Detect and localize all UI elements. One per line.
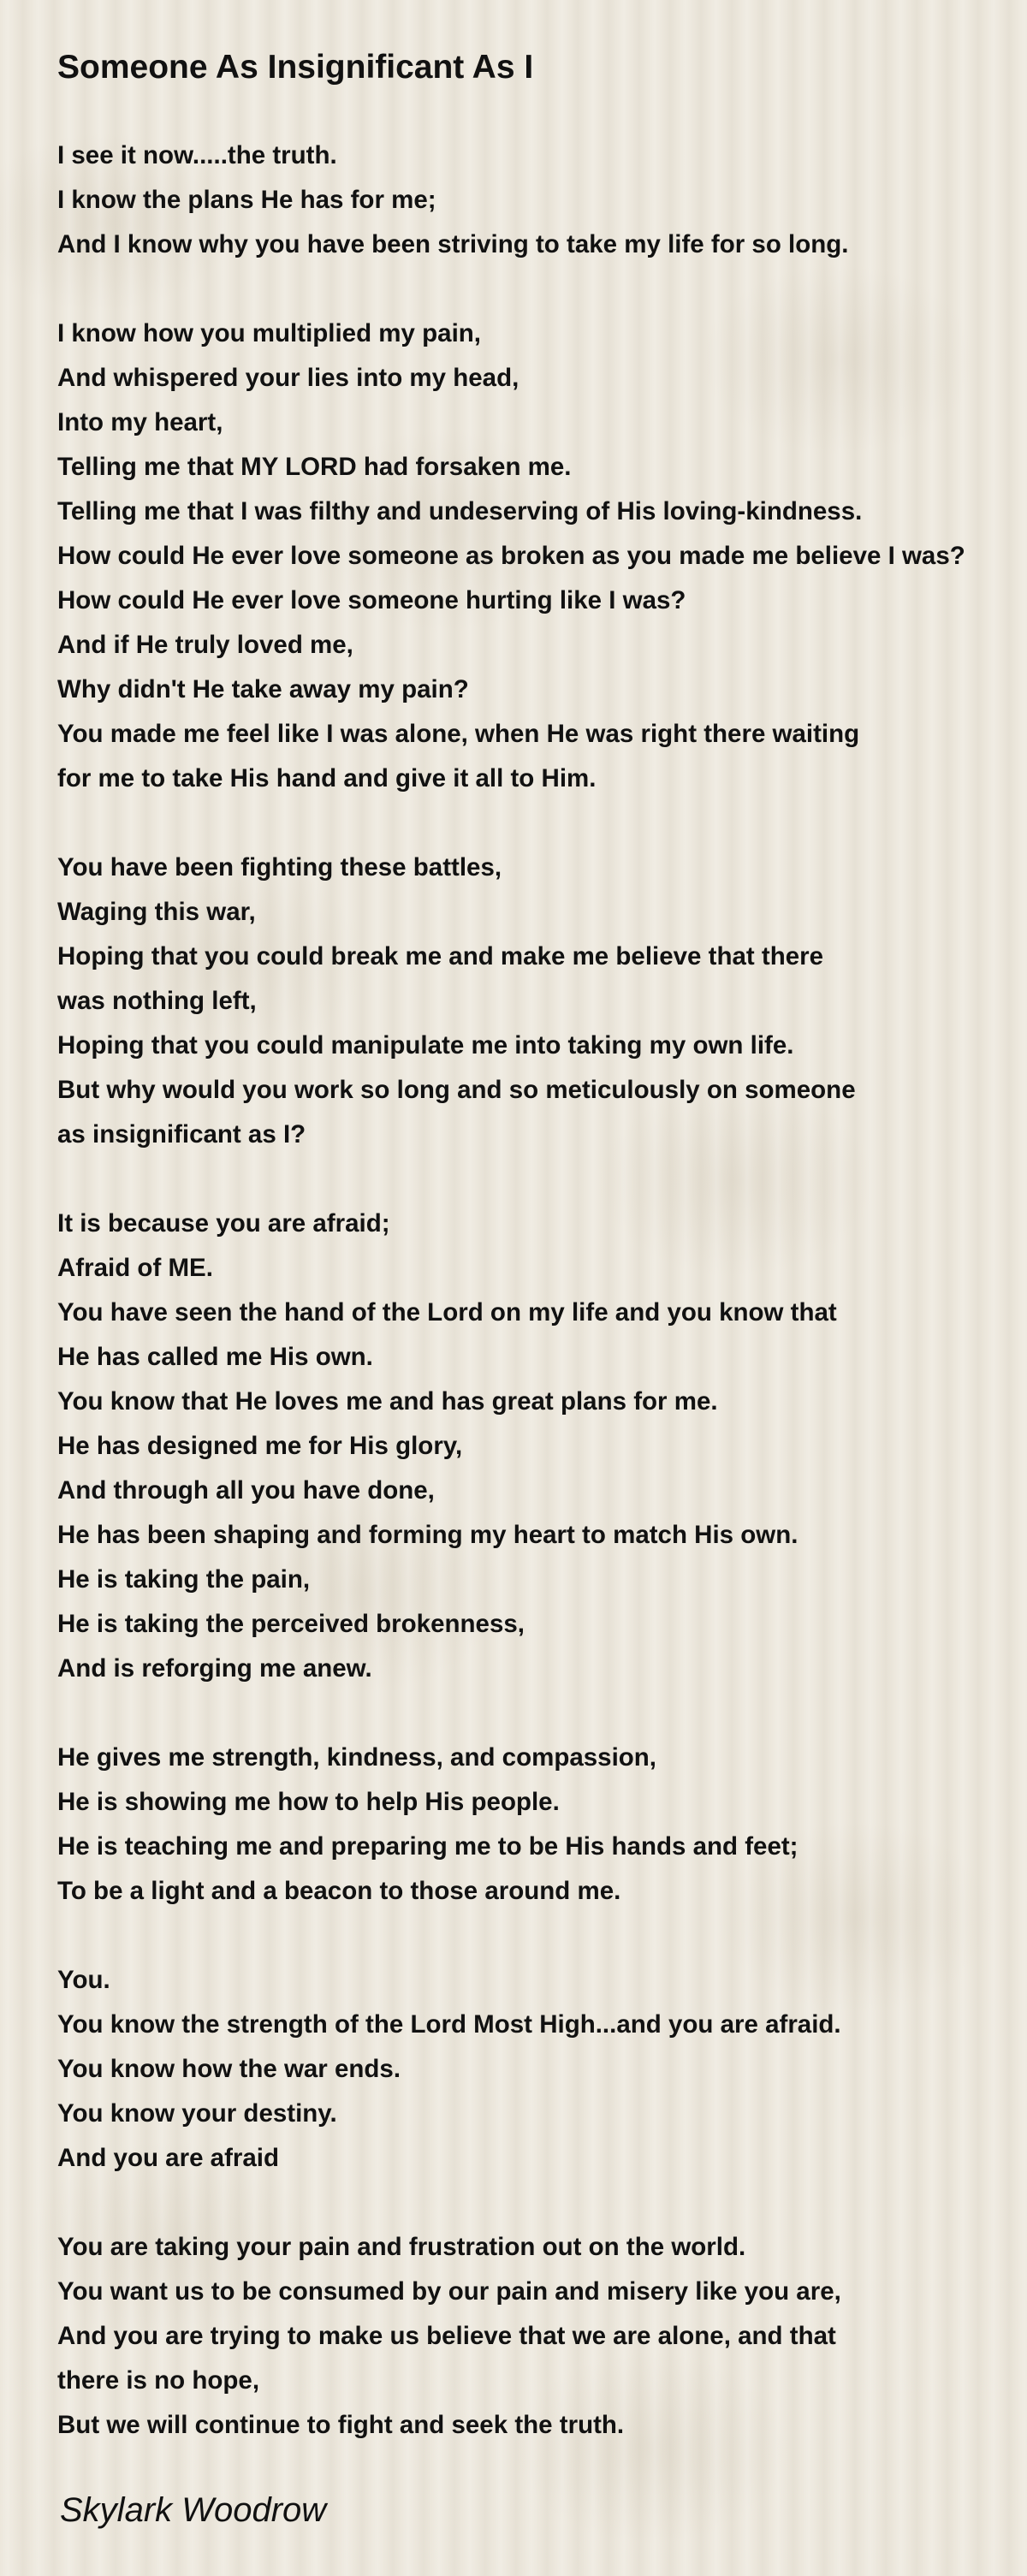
poem-stanza [57, 134, 1027, 267]
poem-line: You made me feel like I was alone, when He was right there waiting [57, 720, 860, 748]
poem-line: there is no hope, [57, 2366, 260, 2395]
poem-line: I know how you multiplied my pain, [57, 319, 481, 347]
poem-title: Someone As Insignificant As I [57, 49, 534, 86]
poem-line: How could He ever love someone hurting like I was? [57, 586, 686, 614]
poem-line: But why would you work so long and so meticulously on someone [57, 1076, 856, 1104]
poem-line: And through all you have done, [57, 1476, 435, 1505]
poem-line: He has called me His own. [57, 1343, 373, 1371]
poem-line: You know how the war ends. [57, 2055, 401, 2083]
poem-stanza [57, 2225, 1027, 2448]
poem-line: He is taking the perceived brokenness, [57, 1610, 525, 1638]
poem-line: He gives me strength, kindness, and compassion, [57, 1743, 657, 1772]
poem-line: He has designed me for His glory, [57, 1432, 463, 1460]
poem-line: And is reforging me anew. [57, 1654, 372, 1683]
poem-line: But we will continue to fight and seek the truth. [57, 2411, 625, 2439]
poem-line: Hoping that you could break me and make me believe that there [57, 942, 824, 970]
poem-author: Skylark Woodrow [60, 2491, 327, 2529]
poem-line: He is taking the pain, [57, 1565, 311, 1594]
poem-line: Telling me that MY LORD had forsaken me. [57, 453, 572, 481]
poem-line: Hoping that you could manipulate me into taking my own life. [57, 1031, 794, 1059]
poem-line: You. [57, 1966, 110, 1994]
poem-stanza [57, 1736, 1027, 1914]
poem-line: Telling me that I was filthy and undeserving of His loving-kindness. [57, 497, 863, 525]
poem-line: Waging this war, [57, 898, 256, 926]
poem-line: Why didn't He take away my pain? [57, 675, 469, 703]
poem-page [57, 41, 1027, 2492]
poem-line: You want us to be consumed by our pain and misery like you are, [57, 2277, 841, 2306]
poem-line: Into my heart, [57, 408, 223, 436]
poem-line: I know the plans He has for me; [57, 186, 436, 214]
poem-line: You are taking your pain and frustration out on the world. [57, 2233, 746, 2261]
poem-line: You know that He loves me and has great plans for me. [57, 1387, 718, 1416]
poem-body [57, 134, 1027, 2448]
poem-line: He is teaching me and preparing me to be His hands and feet; [57, 1832, 798, 1861]
poem-line: And you are afraid [57, 2144, 280, 2172]
poem-line: was nothing left, [57, 987, 257, 1015]
poem-line: He is showing me how to help His people. [57, 1788, 560, 1816]
poem-line: And I know why you have been striving to take my life for so long. [57, 230, 849, 258]
poem-line: And you are trying to make us believe that we are alone, and that [57, 2322, 836, 2350]
poem-line: You have seen the hand of the Lord on my life and you know that [57, 1298, 837, 1327]
poem-line: He has been shaping and forming my heart to match His own. [57, 1521, 798, 1549]
poem-stanza [57, 312, 1027, 801]
poem-line: And if He truly loved me, [57, 631, 353, 659]
poem-stanza [57, 1202, 1027, 1691]
poem-line: I see it now.....the truth. [57, 141, 337, 169]
poem-line: as insignificant as I? [57, 1120, 306, 1149]
poem-line: It is because you are afraid; [57, 1209, 390, 1238]
poem-line: for me to take His hand and give it all to Him. [57, 764, 597, 792]
poem-stanza [57, 1958, 1027, 2181]
poem-line: You have been fighting these battles, [57, 853, 502, 881]
poem-line: Afraid of ME. [57, 1254, 213, 1282]
poem-stanza [57, 846, 1027, 1157]
poem-line: You know your destiny. [57, 2099, 337, 2128]
poem-line: To be a light and a beacon to those around me. [57, 1877, 621, 1905]
poem-line: You know the strength of the Lord Most High...and you are afraid. [57, 2010, 841, 2039]
poem-line: How could He ever love someone as broken as you made me believe I was? [57, 542, 965, 570]
poem-line: And whispered your lies into my head, [57, 364, 519, 392]
